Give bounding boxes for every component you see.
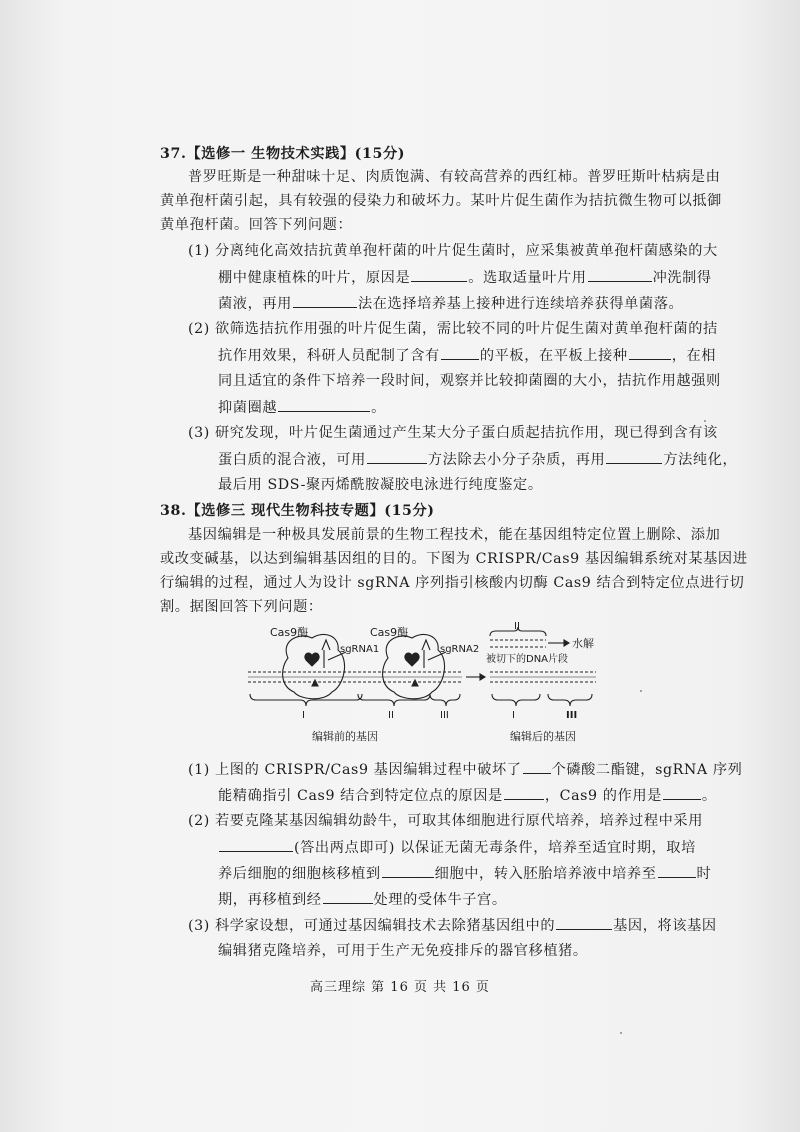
- q38-part1-text: 能精确指引 Cas9 结合到特定位点的原因是: [218, 788, 503, 804]
- q38-part3-text: 基因，将该基因: [613, 918, 717, 934]
- q37-part1-line: (1) 分离纯化高效拮抗黄单孢杆菌的叶片促生菌时，应采集被黄单孢杆菌感染的大: [188, 243, 718, 259]
- q37-part3-line: 最后用 SDS-聚丙烯酰胺凝胶电泳进行纯度鉴定。: [218, 477, 543, 493]
- q37-part1-text: 法在选择培养基上接种进行连续培养获得单菌落。: [357, 296, 684, 312]
- answer-blank[interactable]: [278, 397, 370, 412]
- scan-speck: [620, 1032, 622, 1034]
- q37-part2-text: ，在相: [671, 348, 717, 364]
- cas9-enzyme-2: [383, 634, 445, 698]
- q37-intro-line: 黄单孢杆菌引起，具有较强的侵染力和破坏力。某叶片促生菌作为拮抗微生物可以抵御: [160, 193, 722, 209]
- sgrna2-label: sgRNA2: [440, 644, 480, 655]
- q37-intro-line: 黄单孢杆菌。回答下列问题：: [160, 217, 353, 233]
- brace-after-III: [548, 694, 592, 706]
- segment-II-top-label: II: [514, 621, 520, 632]
- answer-blank[interactable]: [504, 785, 544, 800]
- cas9-label-2: Cas9酶: [370, 626, 409, 639]
- q38-intro-line: 或改变碱基，以达到编辑基因组的目的。下图为 CRISPR/Cas9 基因编辑系统对某基因进: [160, 551, 748, 567]
- q37-part1-text: 棚中健康植株的叶片，原因是: [218, 270, 411, 286]
- page-footer: 高三理综 第 16 页 共 16 页: [310, 980, 490, 995]
- heart-mark-1: [305, 653, 319, 666]
- brace-II: [358, 694, 430, 706]
- answer-blank[interactable]: [658, 863, 696, 878]
- q38-part2-text: 处理的受体牛子宫。: [373, 892, 507, 908]
- q37-part2-text: 抗作用效果，科研人员配制了含有: [218, 348, 440, 364]
- hydrolysis-arrowhead: [564, 640, 569, 646]
- after-segment-I-label: I: [512, 710, 515, 721]
- q37-part1-line: [218, 267, 712, 288]
- segment-II-label: II: [388, 710, 394, 721]
- cut-fragment-label: 被切下的DNA片段: [486, 654, 569, 665]
- sgrna1-label: sgRNA1: [340, 644, 380, 655]
- answer-blank[interactable]: [382, 863, 434, 878]
- q37-part2-line: [218, 397, 386, 418]
- answer-blank[interactable]: [293, 293, 357, 308]
- brace-I: [250, 694, 362, 706]
- scan-speck: [704, 420, 706, 422]
- after-gene-caption: 编辑后的基因: [510, 730, 576, 743]
- answer-blank[interactable]: [588, 267, 652, 282]
- q37-part2-text: 的平板，在平板上接种: [479, 348, 628, 364]
- brace-after-I: [492, 694, 540, 706]
- answer-blank[interactable]: [606, 449, 662, 464]
- q37-part2-line: [218, 345, 716, 366]
- q38-part1-text: (1) 上图的 CRISPR/Cas9 基因编辑过程中破坏了: [188, 762, 522, 778]
- after-segment-III-label: III: [566, 710, 578, 721]
- brace-III: [430, 694, 460, 706]
- sgrna-2-shape: [422, 640, 430, 668]
- q38-part2-text: 期，再移植到经: [218, 892, 322, 908]
- q37-part1-text: 冲洗制得: [652, 270, 712, 286]
- q37-part3-text: 方法除去小分子杂质，再用: [427, 452, 606, 468]
- q38-title: 38.【选修三 现代生物科技专题】(15分): [160, 503, 435, 519]
- q38-part2-line: [218, 889, 507, 910]
- q38-part1-line: [218, 785, 717, 806]
- q37-part1-text: 菌液，再用: [218, 296, 292, 312]
- answer-blank[interactable]: [629, 345, 671, 360]
- q38-part1-text: 个磷酸二酯键，sgRNA 序列: [551, 762, 743, 778]
- q38-intro-line: 割。据图回答下列问题：: [160, 599, 323, 615]
- answer-blank[interactable]: [523, 759, 551, 774]
- q38-part3-line: [188, 915, 717, 936]
- q38-part3-text: (3) 科学家设想，可通过基因编辑技术去除猪基因组中的: [188, 918, 556, 934]
- q37-part2-text: 。: [371, 400, 386, 416]
- q38-part1-line: [188, 759, 742, 780]
- sgrna-1-shape: [322, 640, 330, 668]
- q37-title: 37.【选修一 生物技术实践】(15分): [160, 146, 406, 162]
- q37-part3-text: 方法纯化，: [663, 452, 738, 468]
- q37-part3-line: [218, 449, 737, 470]
- answer-blank[interactable]: [441, 345, 479, 360]
- process-arrowhead: [480, 674, 485, 680]
- q38-part2-text: (答出两点即可) 以保证无菌无毒条件，培养至适宜时期，取培: [294, 840, 696, 856]
- cas9-enzyme-1: [283, 634, 345, 698]
- q38-part3-line: 编辑猪克隆培养，可用于生产无免疫排斥的器官移植猪。: [218, 943, 588, 959]
- answer-blank[interactable]: [367, 449, 427, 464]
- q37-part1-text: 。选取适量叶片用: [468, 270, 587, 286]
- q38-part2-text: 细胞中，转入胚胎培养液中培养至: [434, 866, 657, 882]
- cut-site-1: [312, 680, 318, 686]
- crispr-cas9-diagram: [240, 620, 620, 750]
- q38-part2-line: [218, 837, 696, 858]
- q38-part2-line: [218, 863, 711, 884]
- cut-site-2: [412, 680, 418, 686]
- answer-blank[interactable]: [663, 785, 701, 800]
- before-gene-caption: 编辑前的基因: [312, 730, 378, 743]
- q38-part2-text: 养后细胞的细胞核移植到: [218, 866, 381, 882]
- q37-intro-line: 普罗旺斯是一种甜味十足、肉质饱满、有较高营养的西红柿。普罗旺斯叶枯病是由: [188, 169, 721, 185]
- scan-speck: [640, 690, 642, 692]
- q37-part2-text: 抑菌圈越: [218, 400, 278, 416]
- answer-blank[interactable]: [219, 837, 293, 852]
- heart-mark-2: [405, 653, 419, 666]
- q37-part3-text: 蛋白质的混合液，可用: [218, 452, 366, 468]
- q37-part1-line: [218, 293, 683, 314]
- segment-I-label: I: [302, 710, 305, 721]
- q38-part1-text: 。: [701, 788, 717, 804]
- q37-part3-line: (3) 研究发现，叶片促生菌通过产生某大分子蛋白质起拮抗作用，现已得到含有该: [188, 425, 718, 441]
- hydrolysis-label: 水解: [572, 637, 594, 650]
- cas9-label-1: Cas9酶: [270, 626, 309, 639]
- q38-intro-line: 基因编辑是一种极具发展前景的生物工程技术，能在基因组特定位置上删除、添加: [188, 527, 721, 543]
- q37-part2-line: 同且适宜的条件下培养一段时间，观察并比较抑菌圈的大小，拮抗作用越强则: [218, 373, 721, 389]
- q38-part2-line: (2) 若要克隆某基因编辑幼龄牛，可取其体细胞进行原代培养，培养过程中采用: [188, 813, 703, 829]
- q37-part2-line: (2) 欲筛选拮抗作用强的叶片促生菌，需比较不同的叶片促生菌对黄单孢杆菌的拮: [188, 321, 718, 337]
- q38-part1-text: ，Cas9 的作用是: [544, 788, 662, 804]
- answer-blank[interactable]: [556, 915, 612, 930]
- q38-intro-line: 行编辑的过程，通过人为设计 sgRNA 序列指引核酸内切酶 Cas9 结合到特定位点进行切: [160, 575, 745, 591]
- answer-blank[interactable]: [411, 267, 467, 282]
- segment-III-label: III: [440, 710, 449, 721]
- q38-part2-text: 时: [696, 866, 712, 882]
- answer-blank[interactable]: [323, 889, 373, 904]
